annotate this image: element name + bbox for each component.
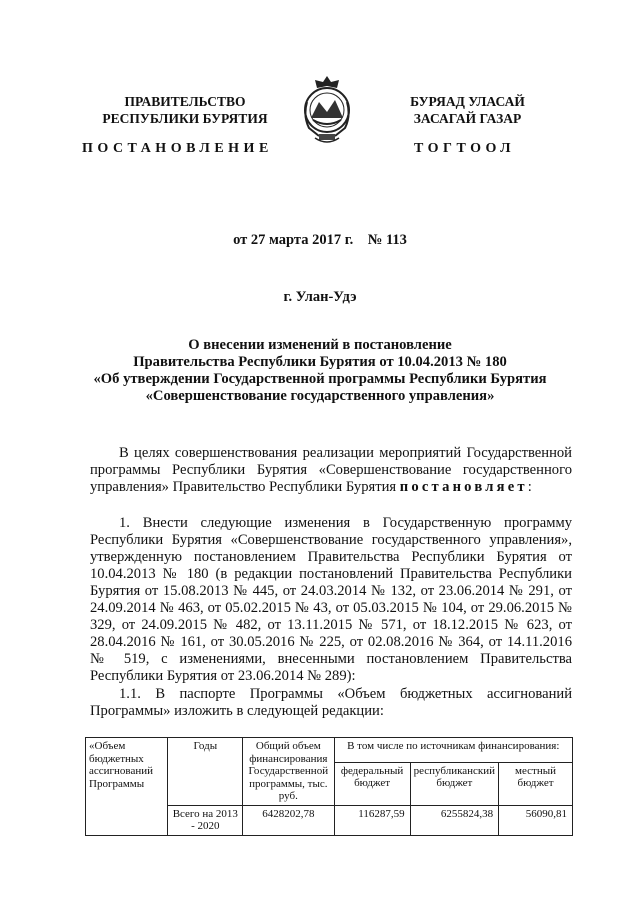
table-header-local: местный бюджет bbox=[499, 762, 573, 805]
paragraph-item-1: 1. Внести следующие изменения в Государственную программу Республики Бурятия «Совершенствование государственного управления», утвержденную постановлением Правительства Республики Бурятия от 10.04.2013 № 180 (в редакции постановлений Правительства Республики Бурятия от 15.08.2013 № 445, от 24.03.2014 № 132, от 23.06.2014 № 291, от 24.09.2014 № 463, от 05.02.2015 № 43, от 05.03.2015 № 104, от 29.06.2015 № 329, от 24.09.2015 № 482, от 13.11.2015 № 571, от 18.12.2015 № 623, от 28.04.2016 № 161, от 30.05.2016 № 225, от 02.08.2016 № 364, от 14.11.2016 № 519, с изменениями, внесенными постановлением Правительства Республики Бурятия от 23.06.2014 № 289): bbox=[90, 515, 572, 684]
table-header-total: Общий объем финансирования Государственной программы, тыс. руб. bbox=[243, 738, 334, 806]
preamble-text: В целях совершенствования реализации мероприятий Государственной программы Республики Бурятия «Совершенствование государственного управления» Правительство Республики Бурятия bbox=[90, 445, 572, 495]
header-left bbox=[95, 93, 275, 127]
table-cell-republic: 6255824,38 bbox=[410, 805, 498, 835]
table-row-label-cell: «Объем бюджетных ассигнований Программы bbox=[86, 738, 168, 836]
header-right-title: ТОГТООЛ bbox=[414, 141, 516, 156]
table-header-sources: В том числе по источникам финансирования: bbox=[334, 738, 573, 763]
table-cell-local: 56090,81 bbox=[499, 805, 573, 835]
coat-of-arms-icon bbox=[295, 72, 359, 148]
preamble-colon: : bbox=[527, 479, 532, 495]
table-header-federal: федеральный бюджет bbox=[334, 762, 410, 805]
title-line-3: «Об утверждении Государственной программы Республики Бурятия bbox=[93, 371, 547, 387]
document-title bbox=[60, 337, 580, 405]
table-header-years: Годы bbox=[168, 738, 243, 806]
header-right-line1: БУРЯАД УЛАСАЙ bbox=[410, 94, 525, 109]
paragraph-preamble bbox=[90, 445, 572, 496]
header-left-line1: ПРАВИТЕЛЬСТВО bbox=[124, 94, 246, 109]
table-header-republic: республиканский бюджет bbox=[410, 762, 498, 805]
table-cell-total: 6428202,78 bbox=[243, 805, 334, 835]
title-line-4: «Совершенствование государственного управления» bbox=[145, 388, 495, 404]
header-left-title: ПОСТАНОВЛЕНИЕ bbox=[82, 141, 273, 156]
preamble-resolves: постановляет bbox=[399, 479, 528, 495]
table-cell-federal: 116287,59 bbox=[334, 805, 410, 835]
title-line-2: Правительства Республики Бурятия от 10.04.2013 № 180 bbox=[133, 354, 507, 370]
title-line-1: О внесении изменений в постановление bbox=[188, 337, 452, 353]
table-header-row bbox=[86, 738, 573, 763]
date-number-line: от 27 марта 2017 г. № 113 bbox=[233, 232, 407, 248]
financing-table bbox=[85, 737, 573, 836]
header-left-line2: РЕСПУБЛИКИ БУРЯТИЯ bbox=[102, 111, 268, 126]
header-right-line2: ЗАСАГАЙ ГАЗАР bbox=[413, 111, 522, 126]
paragraph-item-1-1: 1.1. В паспорте Программы «Объем бюджетных ассигнований Программы» изложить в следующей редакции: bbox=[90, 686, 572, 719]
header-right bbox=[380, 93, 555, 127]
table-cell-years: Всего на 2013 - 2020 bbox=[168, 805, 243, 835]
city-line: г. Улан-Удэ bbox=[283, 289, 357, 305]
